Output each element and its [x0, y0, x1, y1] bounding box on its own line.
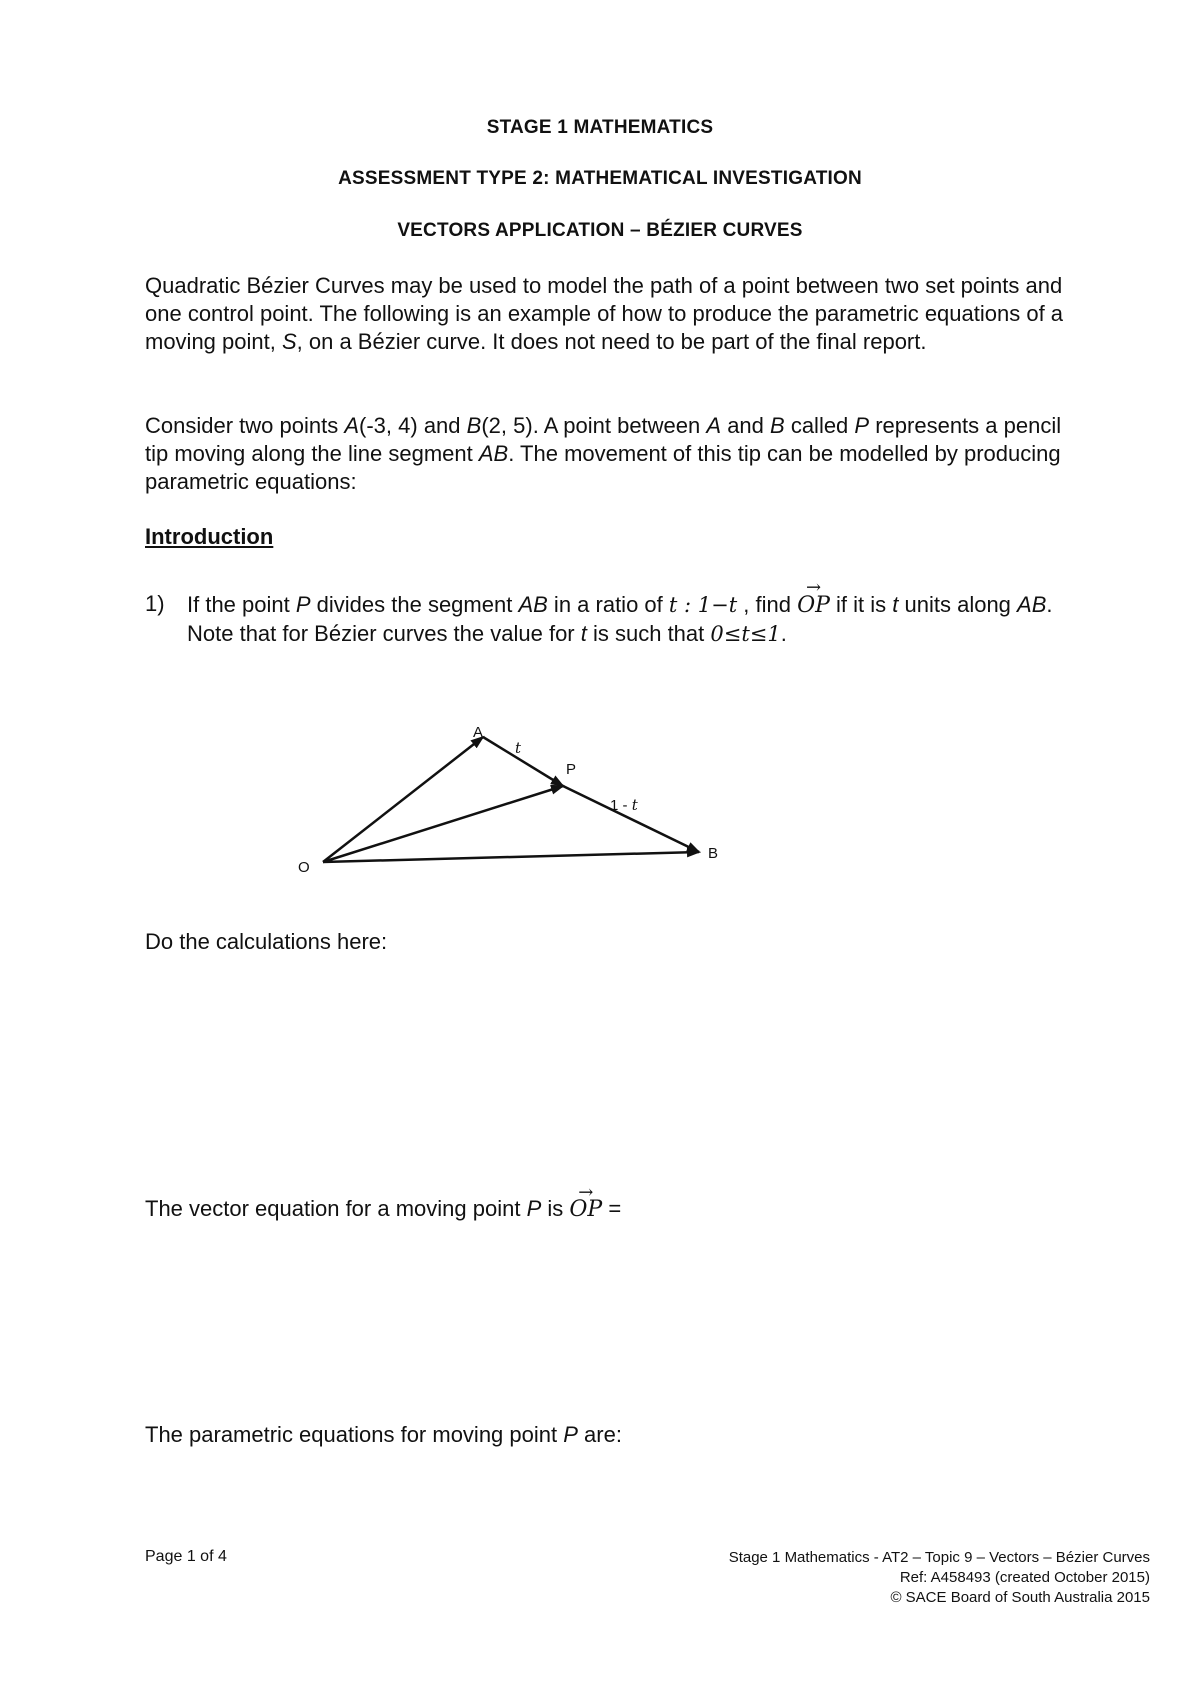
- page-prefix: Page: [145, 1548, 187, 1565]
- page-title: STAGE 1 MATHEMATICS: [486, 117, 714, 138]
- footer-ref-line: Ref: A458493 (created October 2015): [899, 1569, 1150, 1586]
- vector-eq-var-p: P: [526, 1196, 542, 1221]
- q1-vector-op: [797, 577, 830, 620]
- question-number: 1): [145, 591, 165, 616]
- q1-var-ab: AB: [518, 592, 548, 617]
- consider-text-5: called: [784, 413, 855, 438]
- segment-ab-var: AB: [478, 441, 509, 466]
- label-one-minus-var: t: [631, 796, 638, 814]
- point-b-coords: (2, 5): [481, 413, 533, 438]
- assessment-type-heading: ASSESSMENT TYPE 2: MATHEMATICAL INVESTIGATION: [338, 168, 862, 189]
- q1-text-8: is such that: [586, 621, 711, 646]
- q1-var-t: t: [892, 592, 899, 617]
- label-one-minus-t: [610, 796, 639, 814]
- consider-text-6: represents a pencil tip moving along the line segment: [145, 413, 1062, 466]
- vector-arrow-icon: →: [578, 1182, 594, 1203]
- section-heading-introduction: Introduction: [145, 524, 274, 549]
- page-total: 4: [217, 1548, 227, 1565]
- segment-ap-line: [483, 737, 563, 786]
- q1-text-5: if it is: [829, 592, 893, 617]
- footer-course-line: Stage 1 Mathematics - AT2 – Topic 9 – Vectors – Bézier Curves: [728, 1549, 1150, 1566]
- vector-op-line: [323, 786, 563, 862]
- point-b-var-2: B: [770, 413, 785, 438]
- vector-equation-line: [145, 1182, 622, 1222]
- parametric-text-2: are:: [577, 1422, 622, 1447]
- consider-text-4: and: [721, 413, 771, 438]
- point-a-coords: (-3, 4): [359, 413, 418, 438]
- q1-ratio: t : 1−t: [668, 593, 738, 617]
- parametric-text-1: The parametric equations for moving point: [145, 1422, 564, 1447]
- point-p-var: P: [854, 413, 870, 438]
- q1-var-ab-2: AB: [1017, 592, 1047, 617]
- q1-text-4: , find: [737, 592, 798, 617]
- q1-var-p: P: [295, 592, 311, 617]
- intro-text-1: Quadratic Bézier Curves may be used to model the path of a point between two set points and one control point. The following is an example of how to produce the parametric equations of a moving point,: [145, 273, 1064, 354]
- q1-vector-label: OP: [797, 593, 830, 618]
- point-b-var: B: [466, 413, 482, 438]
- calculations-prompt: Do the calculations here:: [145, 929, 388, 954]
- vector-eq-text-1: The vector equation for a moving point: [145, 1196, 527, 1221]
- q1-var-t-2: t: [580, 621, 587, 646]
- footer-info: [729, 1548, 1150, 1608]
- vector-eq-op-label: OP: [569, 1197, 603, 1222]
- page-number: [145, 1548, 227, 1566]
- footer-copyright-line: © SACE Board of South Australia 2015: [890, 1589, 1150, 1606]
- topic-heading: VECTORS APPLICATION – BÉZIER CURVES: [397, 220, 803, 241]
- intro-paragraph: [145, 272, 1065, 356]
- consider-text-3: . A point between: [532, 413, 707, 438]
- q1-condition: 0≤t≤1: [710, 622, 781, 646]
- consider-text-1: Consider two points: [145, 413, 345, 438]
- vector-eq-op: [569, 1182, 603, 1222]
- consider-text-7: . The movement of this tip can be modelled by producing parametric equations:: [145, 441, 1061, 494]
- label-a: A: [473, 724, 484, 741]
- q1-text-1: If the point: [187, 592, 296, 617]
- point-a-var: A: [344, 413, 360, 438]
- parametric-var-p: P: [563, 1422, 578, 1447]
- vector-eq-text-3: =: [602, 1196, 622, 1221]
- vector-arrow-icon: →: [805, 577, 822, 598]
- q1-text-6: units along: [898, 592, 1018, 617]
- q1-text-3: in a ratio of: [547, 592, 669, 617]
- question-1-text: [187, 577, 1067, 648]
- page-current: 1: [186, 1548, 196, 1565]
- intro-var-s: S: [281, 329, 297, 354]
- page-of: of: [195, 1548, 218, 1565]
- consider-text-2: and: [417, 413, 467, 438]
- intro-text-2: , on a Bézier curve. It does not need to be part of the final report.: [296, 329, 927, 354]
- vector-ob-line: [323, 852, 699, 862]
- vector-eq-text-2: is: [541, 1196, 570, 1221]
- q1-text-7: . Note that for Bézier curves the value for: [187, 592, 1053, 646]
- consider-paragraph: [145, 412, 1065, 496]
- vector-triangle-diagram: [280, 715, 740, 885]
- label-p: P: [566, 761, 577, 778]
- q1-text-2: divides the segment: [310, 592, 519, 617]
- label-one-minus-prefix: 1 -: [610, 797, 632, 814]
- parametric-equations-line: [145, 1422, 622, 1448]
- point-a-var-2: A: [706, 413, 722, 438]
- label-t: t: [515, 739, 522, 757]
- q1-text-9: .: [780, 621, 787, 646]
- label-b: B: [708, 845, 719, 862]
- label-o: O: [298, 859, 310, 876]
- vector-oa-line: [323, 737, 483, 862]
